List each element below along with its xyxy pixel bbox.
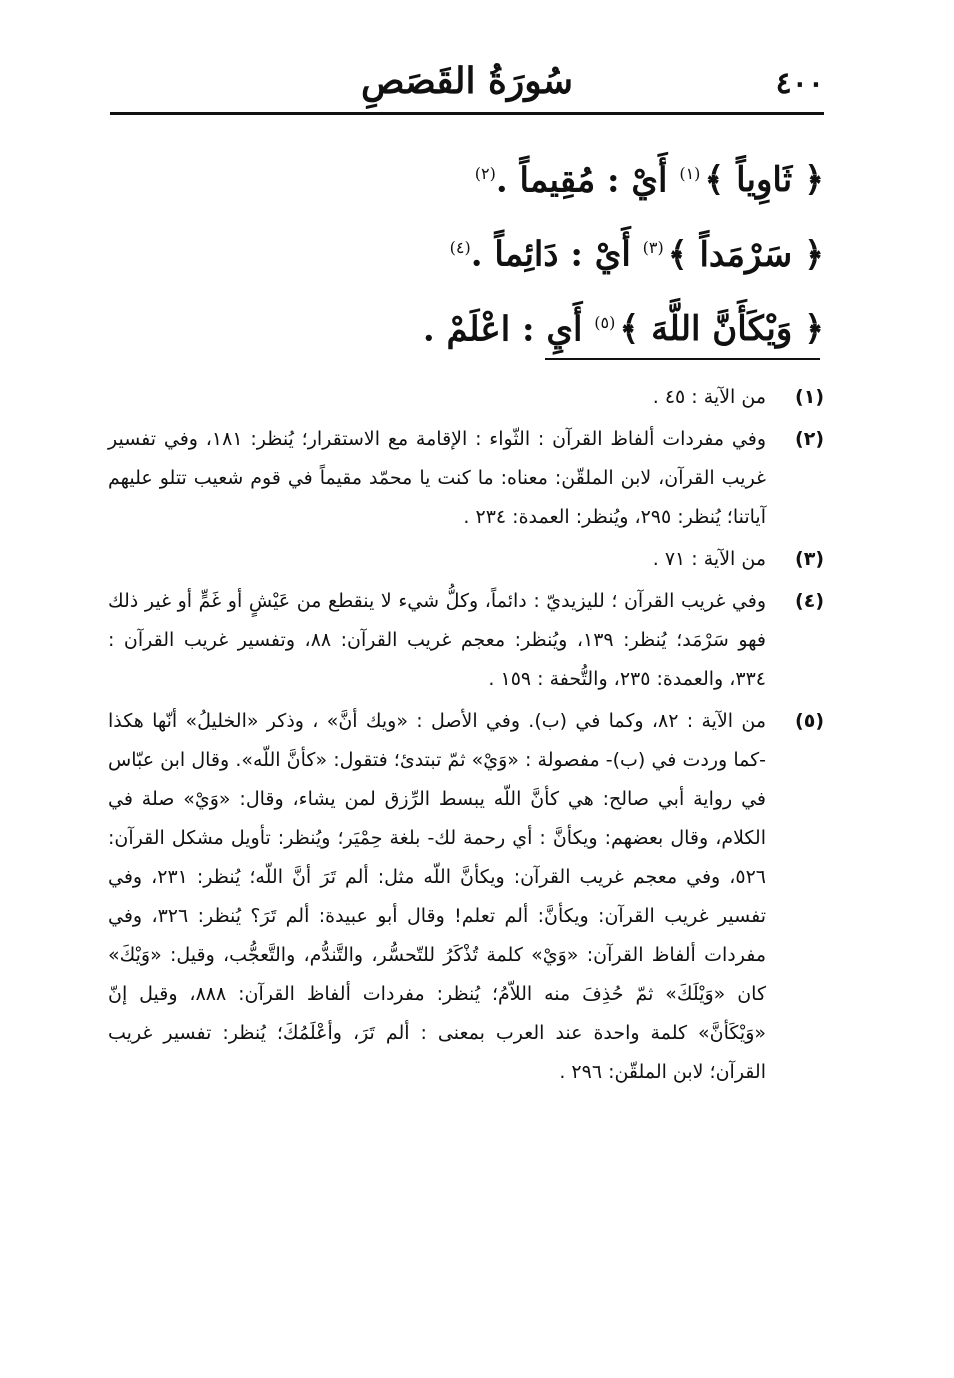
footnote [108, 702, 824, 1092]
entry-term: ﴿ ثَاوِياً ﴾ [704, 160, 824, 201]
header-rule [110, 112, 824, 115]
entry-term: ﴿ وَيْكَأَنَّ اللَّهَ ﴾ [619, 308, 824, 349]
footnote [108, 420, 824, 537]
footnote-number: (٣) [795, 548, 824, 570]
footnote-number: (١) [795, 386, 824, 408]
entry-term: ﴿ سَرْمَداً ﴾ [667, 234, 824, 275]
footnote-text: من الآية : ٨٢، وكما في (ب). وفي الأصل : «ويك أنَّ» ، وذكر «الخليلُ» أنّها هكذا -كما وردت في (ب)- مفصولة : «وَيْ» ثمّ تبتدئ؛ فتقول: «كأنَّ اللّه». وقال ابن عبّاس في رواية أبي صالح: هي كأنَّ اللّه يبسط الرِّزق لمن يشاء، وقال: «وَيْ» صلة في الكلام، وقال بعضهم: ويكأنَّ : أي رحمة لك- بلغة حِمْيَر؛ ويُنظر: تأويل مشكل القرآن: ٥٢٦، وفي معجم غريب القرآن: ويكأنَّ اللّه مثل: ألم تَرَ أنَّ اللّه؛ يُنظر: ٢٣١، وفي تفسير غريب القرآن: ويكأنَّ: ألم تعلم! وقال أبو عبيدة: ألم تَرَ؟ يُنظر: ٣٢٦، وفي مفردات ألفاظ القرآن: «وَيْ» كلمة تُذْكَرُ للتّحسُّر، والتَّندُّم، والتَّعجُّب، وقيل: «وَيْكَ» كان «وَيْلَكَ» ثمّ حُذِفَ منه اللاّمُ؛ يُنظر: مفردات ألفاظ القرآن: ٨٨٨، وقيل إنّ «وَيْكَأنَّ» كلمة واحدة عند العرب بمعنى : ألم تَرَ، وأعْلَمُكَ؛ يُنظر: تفسير غريب القرآن؛ لابن الملقّن: ٢٩٦ . [108, 710, 767, 1083]
footnote-text: من الآية : ٧١ . [652, 548, 766, 570]
entry-ref: (١) [679, 164, 701, 183]
footnote-number: (٥) [795, 710, 824, 732]
entry-gloss: أَيْ : مُقِيماً . [495, 160, 668, 201]
page-header [110, 58, 824, 110]
entry-ref: (٣) [642, 238, 664, 258]
footnote [108, 582, 824, 699]
footnote [108, 378, 824, 417]
entry-gloss: أَيِ : اعْلَمْ . [422, 308, 583, 349]
entry-note-ref: (٢) [474, 164, 496, 183]
footnote-text: وفي غريب القرآن ؛ لليزيديّ : دائماً، وكلُّ شيء لا ينقطع من عَيْشٍ أو غَمٍّ أو غير ذلك فهو سَرْمَد؛ يُنظر: ١٣٩، ويُنظر: معجم غريب القرآن: ٨٨، وتفسير غريب القرآن : ٣٣٤، والعمدة: ٢٣٥، والتُّحفة : ١٥٩ . [108, 590, 766, 690]
surah-title: سُورَةُ القَصَصِ [360, 60, 574, 102]
page-number: ٤٠٠ [775, 66, 824, 101]
glossary-entry [184, 214, 824, 288]
glossary-entry [184, 140, 824, 214]
entry-note-ref: (٤) [449, 238, 471, 258]
footnote-text: وفي مفردات ألفاظ القرآن : الثّواء : الإقامة مع الاستقرار؛ يُنظر: ١٨١، وفي تفسير غريب القرآن، لابن الملقّن: معناه: ما كنت يا محمّد مقيماً في قوم شعيب تتلو عليهم آياتنا؛ يُنظر: ٢٩٥، ويُنظر: العمدة: ٢٣٤ . [108, 428, 767, 528]
glossary-entry [184, 289, 824, 363]
footnote-number: (٤) [795, 590, 824, 612]
entry-gloss: أَيْ : دَائِماً . [470, 234, 631, 275]
glossary-entries [184, 140, 824, 363]
footnote-number: (٢) [795, 428, 824, 450]
footnote-text: من الآية : ٤٥ . [652, 386, 766, 408]
entry-ref: (٥) [594, 312, 616, 332]
footnote-separator [545, 358, 820, 360]
footnotes [108, 378, 824, 1095]
footnote [108, 540, 824, 579]
